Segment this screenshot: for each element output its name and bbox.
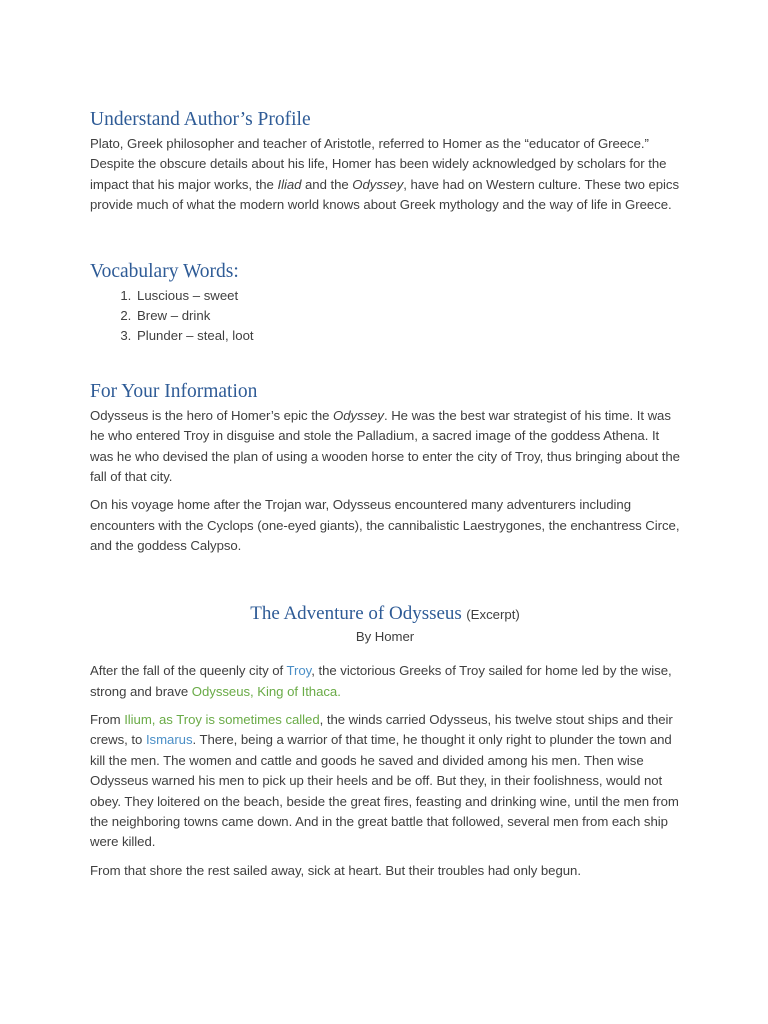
vocabulary-item: 2. Brew – drink <box>135 306 680 326</box>
vocabulary-item: 3. Plunder – steal, loot <box>135 326 680 346</box>
vocabulary-list <box>90 286 680 347</box>
author-profile-section <box>90 108 680 216</box>
story-section <box>90 603 680 881</box>
info-text-b: . He was the best war strategist of his time. It was he who entered Troy in disguise and stole the Palladium, a sacred image of the goddess Athena. It was he who devised the plan of using a wooden horse to enter the city of Troy, thus bringing about the fall of that city. <box>90 407 680 485</box>
story-paragraph-3: From that shore the rest sailed away, sick at heart. But their troubles had only begun. <box>90 862 581 878</box>
author-profile-text-b: and the <box>301 176 353 192</box>
odysseus-highlight: Odysseus, King of Ithaca. <box>191 683 341 699</box>
vocabulary-heading: Vocabulary Words: <box>90 260 239 282</box>
author-profile-paragraph <box>90 134 680 216</box>
author-profile-text-c: , have had on Western culture. These two epics provide much of what the modern world knows about Greek mythology and the way of life in Greece. <box>90 176 680 213</box>
info-paragraph-1 <box>90 406 680 488</box>
story-text: . There, being a warrior of that time, he thought it only right to plunder the town and kill the men. The women and cattle and goods he saved and divided among his men. Then wise Odysseus warned his men to pick up their heels and be off. But they, in their foolishness, would not obey. They loitered on the beach, beside the great fires, feasting and drinking wine, until the men from the neighboring towns came down. And in the great battle that followed, several men from each ship were killed. <box>90 732 679 850</box>
info-paragraph-2: On his voyage home after the Trojan war, Odysseus encountered many adventurers including encounters with the Cyclops (one-eyed giants), the cannibalistic Laestrygones, the enchantress Circe, and the goddess Calypso. <box>90 497 680 554</box>
story-paragraph-1 <box>90 661 680 702</box>
story-text: , the victorious Greeks of Troy sailed for home led by the wise, strong and brave <box>90 663 672 699</box>
odyssey-title: Odyssey <box>333 407 384 423</box>
author-profile-text-a: Plato, Greek philosopher and teacher of Aristotle, referred to Homer as the “educator of Greece.” Despite the obscure details about his life, Homer has been widely acknowledged by scholars for the impact that his major works, the <box>90 136 667 192</box>
info-section <box>90 380 680 557</box>
troy-highlight: Troy <box>286 663 312 679</box>
vocabulary-item: 1. Luscious – sweet <box>135 286 680 306</box>
document-content <box>90 108 680 889</box>
story-text: After the fall of the queenly city of <box>90 663 287 679</box>
author-profile-heading: Understand Author’s Profile <box>90 109 311 130</box>
story-title-line <box>90 603 680 625</box>
story-byline: By Homer <box>355 628 415 644</box>
story-text: From <box>90 711 125 727</box>
vocabulary-section <box>90 260 680 347</box>
odyssey-title: Odyssey <box>352 176 404 192</box>
story-text: , the winds carried Odysseus, his twelve stout ships and their crews, to <box>90 711 673 748</box>
info-text-a: Odysseus is the hero of Homer’s epic the <box>90 407 334 423</box>
story-excerpt-label: (Excerpt) <box>466 606 520 622</box>
iliad-title: Iliad <box>277 176 302 192</box>
story-title: The Adventure of Odysseus <box>250 602 462 624</box>
info-heading: For Your Information <box>90 380 258 402</box>
ilium-highlight: Ilium, as Troy is sometimes called <box>124 711 320 727</box>
ismarus-highlight: Ismarus <box>145 732 193 748</box>
story-paragraph-2 <box>90 710 680 853</box>
